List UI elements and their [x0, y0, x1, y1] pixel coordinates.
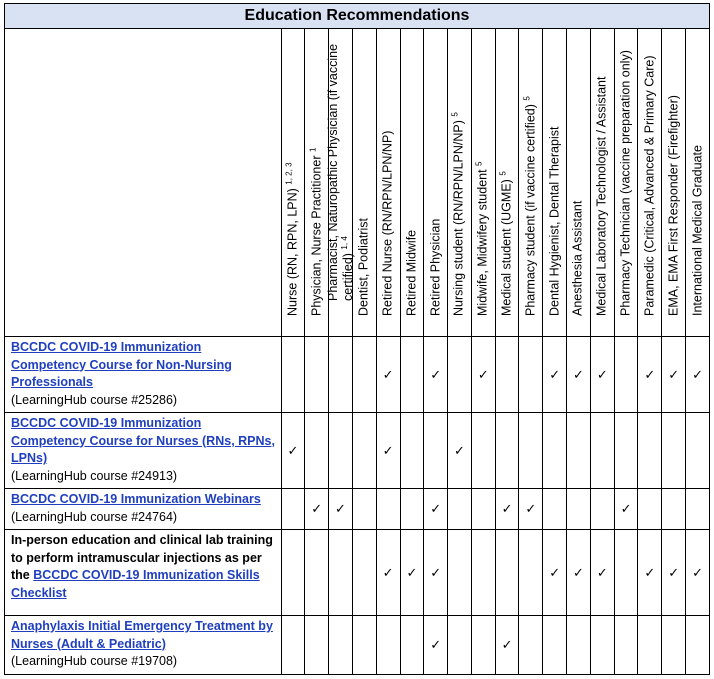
check-cell: [376, 530, 400, 616]
column-header: [471, 29, 495, 337]
check-cell: [448, 616, 472, 675]
check-cell: [352, 530, 376, 616]
check-cell: [638, 616, 662, 675]
check-cell: [567, 489, 591, 530]
column-header: [614, 29, 638, 337]
checkmark-icon: ✓: [620, 501, 632, 516]
checkmark-icon: ✓: [454, 442, 465, 458]
check-cell: [471, 413, 495, 489]
check-cell: [662, 337, 686, 413]
checkmark-icon: ✓: [335, 501, 346, 516]
check-cell: [662, 413, 686, 489]
check-cell: [567, 337, 591, 413]
check-cell: [614, 337, 638, 413]
check-cell: [400, 413, 424, 489]
check-cell: [281, 530, 305, 616]
column-header: [424, 29, 448, 337]
column-header-row: [5, 29, 710, 337]
column-header-label: Pharmacy student (if vaccine certified): [523, 104, 538, 316]
column-header-label: Medical student (UGME): [499, 179, 514, 316]
column-header-label: Physician, Nurse Practitioner: [309, 155, 324, 316]
column-header-footnote: 1, 2, 3: [284, 162, 294, 185]
course-link[interactable]: Anaphylaxis Initial Emergency Treatment by Nurses (Adult & Pediatric): [11, 619, 273, 651]
check-cell: [376, 337, 400, 413]
checkmark-icon: ✓: [382, 442, 394, 458]
corner-cell: [5, 29, 282, 337]
course-cell: [5, 489, 282, 530]
check-cell: [471, 337, 495, 413]
check-cell: [448, 337, 472, 413]
check-cell: [590, 530, 614, 616]
checkmark-icon: ✓: [525, 501, 537, 516]
check-cell: [400, 616, 424, 675]
course-row: [5, 489, 710, 530]
check-cell: [662, 530, 686, 616]
column-header-label: EMA, EMA First Responder (Firefighter): [666, 95, 681, 316]
course-row: [5, 413, 710, 489]
checkmark-icon: ✓: [406, 564, 418, 580]
checkmark-icon: ✓: [382, 366, 394, 382]
checkmark-icon: ✓: [668, 366, 680, 382]
check-cell: [686, 489, 710, 530]
column-header-label: Medical Laboratory Technologist / Assistant: [594, 76, 609, 316]
column-header-label: Retired Midwife: [404, 229, 419, 316]
check-cell: [281, 489, 305, 530]
check-cell: [638, 337, 662, 413]
check-cell: [424, 413, 448, 489]
check-cell: [686, 616, 710, 675]
course-description: In-person education and clinical lab training to perform intramuscular injections as per the: [11, 533, 273, 582]
check-cell: [305, 530, 329, 616]
check-cell: [567, 616, 591, 675]
check-cell: [543, 489, 567, 530]
check-cell: [614, 530, 638, 616]
check-cell: [400, 337, 424, 413]
check-cell: [638, 413, 662, 489]
education-recommendations-table: [4, 3, 710, 675]
check-cell: [614, 616, 638, 675]
column-header: [638, 29, 662, 337]
course-cell: [5, 530, 282, 616]
column-header-label: Paramedic (Critical, Advanced & Primary Care): [642, 55, 657, 316]
course-row: [5, 337, 710, 413]
check-cell: [590, 616, 614, 675]
check-cell: [305, 413, 329, 489]
column-header: [400, 29, 424, 337]
check-cell: [495, 530, 519, 616]
check-cell: [352, 337, 376, 413]
checkmark-icon: ✓: [596, 366, 608, 382]
column-header: [662, 29, 686, 337]
check-cell: [543, 616, 567, 675]
column-header-label: Midwife, Midwifery student: [475, 169, 490, 316]
checkmark-icon: ✓: [692, 564, 703, 580]
column-header-label: Nursing student (RN/RPN/LPN/NP): [451, 120, 466, 316]
column-header-footnote: 1, 4: [339, 236, 349, 250]
column-header: [590, 29, 614, 337]
column-header-footnote: 5: [498, 171, 508, 176]
check-cell: [448, 413, 472, 489]
checkmark-icon: ✓: [692, 366, 703, 382]
column-header: [567, 29, 591, 337]
checkmark-icon: ✓: [430, 501, 442, 516]
column-header-label: Anesthesia Assistant: [570, 200, 585, 316]
check-cell: [471, 616, 495, 675]
check-cell: [329, 616, 353, 675]
check-cell: [376, 489, 400, 530]
column-header-label: Pharmacy Technician (vaccine preparation only): [618, 50, 633, 316]
check-cell: [400, 489, 424, 530]
checkmark-icon: ✓: [501, 636, 513, 652]
column-header: [352, 29, 376, 337]
column-header-label: Dental Hygienist, Dental Therapist: [547, 126, 562, 316]
check-cell: [448, 489, 472, 530]
check-cell: [495, 616, 519, 675]
check-cell: [686, 413, 710, 489]
check-cell: [424, 616, 448, 675]
course-cell: [5, 616, 282, 675]
checkmark-icon: ✓: [596, 564, 608, 580]
course-number-note: (LearningHub course #25286): [11, 392, 178, 407]
check-cell: [543, 413, 567, 489]
column-header: [495, 29, 519, 337]
column-header-footnote: 5: [522, 96, 532, 101]
check-cell: [329, 530, 353, 616]
checkmark-icon: ✓: [287, 442, 299, 458]
checkmark-icon: ✓: [549, 564, 561, 580]
course-row: [5, 616, 710, 675]
check-cell: [590, 489, 614, 530]
check-cell: [352, 489, 376, 530]
checkmark-icon: ✓: [644, 366, 656, 382]
column-header-footnote: 1: [308, 147, 318, 153]
column-header-label: International Medical Graduate: [690, 145, 705, 316]
checkmark-icon: ✓: [573, 564, 584, 580]
check-cell: [281, 413, 305, 489]
title-row: [5, 4, 710, 29]
checkmark-icon: ✓: [668, 564, 680, 580]
column-header-label: Nurse (RN, RPN, LPN): [285, 188, 300, 316]
table-title: Education Recommendations: [5, 4, 710, 29]
check-cell: [567, 413, 591, 489]
check-cell: [686, 337, 710, 413]
check-cell: [352, 616, 376, 675]
column-header: [543, 29, 567, 337]
check-cell: [519, 489, 543, 530]
column-header-footnote: 5: [450, 112, 460, 117]
column-header: [448, 29, 472, 337]
column-header: [686, 29, 710, 337]
check-cell: [376, 616, 400, 675]
column-header: [281, 29, 305, 337]
check-cell: [543, 337, 567, 413]
check-cell: [329, 413, 353, 489]
course-link[interactable]: BCCDC COVID-19 Immunization Competency Course for Non-Nursing Professionals: [11, 340, 232, 389]
column-header-label: Dentist, Podiatrist: [356, 218, 371, 316]
check-cell: [686, 530, 710, 616]
course-cell: [5, 337, 282, 413]
checkmark-icon: ✓: [311, 501, 323, 516]
check-cell: [519, 616, 543, 675]
check-cell: [424, 489, 448, 530]
checkmark-icon: ✓: [644, 564, 656, 580]
check-cell: [400, 530, 424, 616]
checkmark-icon: ✓: [501, 501, 513, 516]
check-cell: [638, 530, 662, 616]
check-cell: [614, 413, 638, 489]
check-cell: [543, 530, 567, 616]
checkmark-icon: ✓: [573, 366, 584, 382]
checkmark-icon: ✓: [430, 366, 442, 382]
column-header-footnote: 5: [474, 161, 484, 166]
check-cell: [638, 489, 662, 530]
column-header: [376, 29, 400, 337]
check-cell: [329, 337, 353, 413]
checkmark-icon: ✓: [477, 366, 489, 382]
checkmark-icon: ✓: [430, 636, 442, 652]
check-cell: [567, 530, 591, 616]
check-cell: [424, 337, 448, 413]
check-cell: [305, 337, 329, 413]
check-cell: [305, 489, 329, 530]
course-link[interactable]: BCCDC COVID-19 Immunization Webinars: [11, 492, 261, 506]
check-cell: [352, 413, 376, 489]
check-cell: [495, 337, 519, 413]
course-number-note: (LearningHub course #24764): [11, 509, 178, 524]
check-cell: [590, 337, 614, 413]
check-cell: [662, 489, 686, 530]
check-cell: [281, 616, 305, 675]
check-cell: [305, 616, 329, 675]
check-cell: [471, 530, 495, 616]
check-cell: [662, 616, 686, 675]
column-header-label: Pharmacist, Naturopathic Physician (if vaccine certified): [325, 43, 355, 301]
check-cell: [281, 337, 305, 413]
check-cell: [471, 489, 495, 530]
column-header: [325, 29, 355, 337]
course-link[interactable]: BCCDC COVID-19 Immunization Skills Checklist: [11, 568, 260, 600]
column-header-label: Retired Nurse (RN/RPN/LPN/NP): [380, 130, 395, 316]
checkmark-icon: ✓: [382, 564, 394, 580]
check-cell: [519, 337, 543, 413]
course-row: [5, 530, 710, 616]
check-cell: [424, 530, 448, 616]
course-number-note: (LearningHub course #24913): [11, 468, 178, 483]
course-number-note: (LearningHub course #19708): [11, 654, 178, 668]
check-cell: [590, 413, 614, 489]
column-header: [519, 29, 543, 337]
check-cell: [519, 530, 543, 616]
check-cell: [495, 413, 519, 489]
check-cell: [376, 413, 400, 489]
checkmark-icon: ✓: [430, 564, 442, 580]
course-cell: [5, 413, 282, 489]
course-link[interactable]: BCCDC COVID-19 Immunization Competency Course for Nurses (RNs, RPNs, LPNs): [11, 416, 275, 465]
check-cell: [519, 413, 543, 489]
check-cell: [614, 489, 638, 530]
check-cell: [329, 489, 353, 530]
check-cell: [448, 530, 472, 616]
check-cell: [495, 489, 519, 530]
column-header-label: Retired Physician: [428, 218, 443, 316]
checkmark-icon: ✓: [549, 366, 561, 382]
